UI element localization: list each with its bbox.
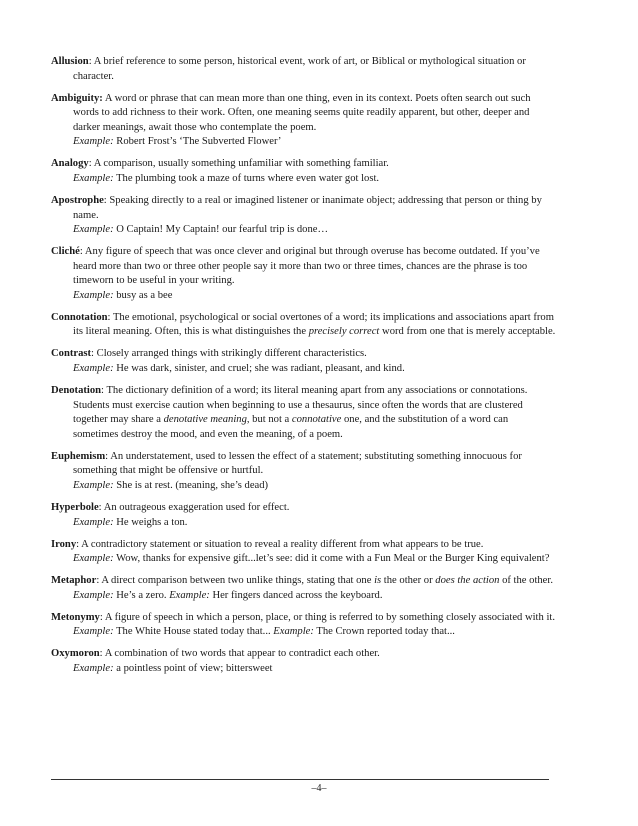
glossary-entry-irony: Irony: A contradictory statement or situation to reveal a reality different from what appears to be true. Example: Wow, thanks for expensive gift...let’s see: did it come with a Fun Meal or the Burger King equivalent? [51, 538, 556, 567]
definition: Any figure of speech that was once clever and original but through overuse has become outdated. If you’ve heard more than two or three other people say it more than two or three times, chances are the phrase is too timeworn to be useful in your writing. [73, 246, 540, 287]
glossary-entry-apostrophe: Apostrophe: Speaking directly to a real or imagined listener or inanimate object; addressing that person or thing by name. Example: O Captain! My Captain! our fearful trip is done… [51, 194, 556, 238]
definition: A comparison, usually something unfamiliar with something familiar. [93, 158, 389, 170]
term: Apostrophe [51, 194, 104, 206]
example-line: Example: He’s a zero. Example: Her fingers danced across the keyboard. [73, 589, 383, 601]
example-line: Example: a pointless point of view; bittersweet [73, 662, 273, 674]
term: Irony [51, 538, 77, 550]
term: Contrast [51, 348, 92, 360]
definition: Metaphor: A direct comparison between two unlike things, stating that one is the other or does the action of the other. [51, 575, 553, 587]
glossary-entry-analogy: Analogy: A comparison, usually something unfamiliar with something familiar. Example: The plumbing took a maze of turns where even water got lost. [51, 157, 556, 186]
glossary-list [51, 55, 556, 684]
definition: An outrageous exaggeration used for effect. [103, 501, 290, 513]
term: Denotation [51, 385, 102, 397]
term: Connotation [51, 311, 108, 323]
footer-rule [51, 779, 549, 780]
term: Euphemism [51, 450, 106, 462]
term: Metonymy [51, 611, 100, 623]
glossary-entry-ambiguity [51, 92, 556, 150]
definition: Connotation: The emotional, psychological or social overtones of a word; its implications and associations apart from its literal meaning. Often, this is what distinguishes the precisely correct word from one that is merely acceptable. [51, 311, 556, 338]
example-line: Example: The plumbing took a maze of turns where even water got lost. [73, 172, 380, 184]
glossary-entry-allusion: Allusion: A brief reference to some person, historical event, work of art, or Biblical or mythological situation or character. [51, 56, 526, 82]
term: Metaphor [51, 575, 97, 587]
definition: A contradictory statement or situation to reveal a reality different from what appears to be true. [81, 538, 484, 550]
example-line: Example: He was dark, sinister, and cruel; she was radiant, pleasant, and kind. [73, 363, 405, 375]
glossary-entry-cliche: Cliché: Any figure of speech that was once clever and original but through overuse has become outdated. If you’ve heard more than two or three other people say it more than two or three times, chances are the phrase is too timeworn to be useful in your writing. Example: busy as a bee [51, 245, 556, 303]
example-line: Example: She is at rest. (meaning, she’s dead) [73, 479, 269, 491]
example-line: Example: The White House stated today that... Example: The Crown reported today that... [73, 626, 455, 638]
definition: Denotation: The dictionary definition of a word; its literal meaning apart from any associations or connotations. Students must exercise caution when beginning to use a thesaurus, since often the words that are clustered together may share a denotative meaning, but not a connotative one, and the substitution of a word can sometimes destroy the mood, and even the meaning, of a poem. [51, 385, 528, 440]
example-line: Example: O Captain! My Captain! our fearful trip is done… [73, 224, 329, 236]
term: Allusion [51, 56, 89, 67]
definition: A combination of two words that appear to contradict each other. [104, 648, 380, 660]
glossary-entry-metaphor [51, 574, 556, 603]
page-number: –4– [311, 783, 327, 794]
definition: An understatement, used to lessen the effect of a statement; substituting something innocuous for something that might be offensive or hurtful. [73, 450, 522, 477]
glossary-entry-connotation [51, 311, 556, 340]
definition: Closely arranged things with strikingly different characteristics. [96, 348, 367, 360]
glossary-entry-euphemism: Euphemism: An understatement, used to lessen the effect of a statement; substituting something innocuous for something that might be offensive or hurtful. Example: She is at rest. (meaning, she’s dead) [51, 450, 556, 494]
definition: A word or phrase that can mean more than one thing, even in its context. Poets often search out such words to add richness to their work. Often, one meaning seems quite readily apparent, but other, deeper and darker meanings, await those who contemplate the poem. [73, 92, 531, 133]
term: Ambiguity: [51, 92, 103, 104]
glossary-entry-metonymy: Metonymy: A figure of speech in which a person, place, or thing is referred to by something closely associated with it. Example: The White House stated today that... Example: The Crown reported today that... [51, 611, 556, 640]
term: Analogy [51, 158, 89, 170]
example-line: Example: He weighs a ton. [73, 516, 188, 528]
definition: A brief reference to some person, historical event, work of art, or Biblical or mythological situation or character. [73, 56, 526, 82]
term: Cliché [51, 246, 80, 258]
example-line: Example: busy as a bee [73, 289, 173, 301]
glossary-entry-denotation [51, 384, 556, 442]
glossary-entry-hyperbole: Hyperbole: An outrageous exaggeration used for effect. Example: He weighs a ton. [51, 501, 556, 530]
term: Oxymoron [51, 648, 100, 660]
example-line: Example: Wow, thanks for expensive gift...let’s see: did it come with a Fun Meal or the Burger King equivalent? [73, 553, 550, 565]
example-line: Example: Robert Frost’s ‘The Subverted Flower’ [73, 136, 282, 148]
term: Hyperbole [51, 501, 99, 513]
definition: Speaking directly to a real or imagined listener or inanimate object; addressing that person or thing by name. [73, 194, 542, 221]
glossary-entry-oxymoron: Oxymoron: A combination of two words that appear to contradict each other. Example: a pointless point of view; bittersweet [51, 647, 556, 676]
glossary-entry-contrast: Contrast: Closely arranged things with strikingly different characteristics. Example: He was dark, sinister, and cruel; she was radiant, pleasant, and kind. [51, 347, 556, 376]
definition: A figure of speech in which a person, place, or thing is referred to by something closely associated with it. [104, 611, 555, 623]
